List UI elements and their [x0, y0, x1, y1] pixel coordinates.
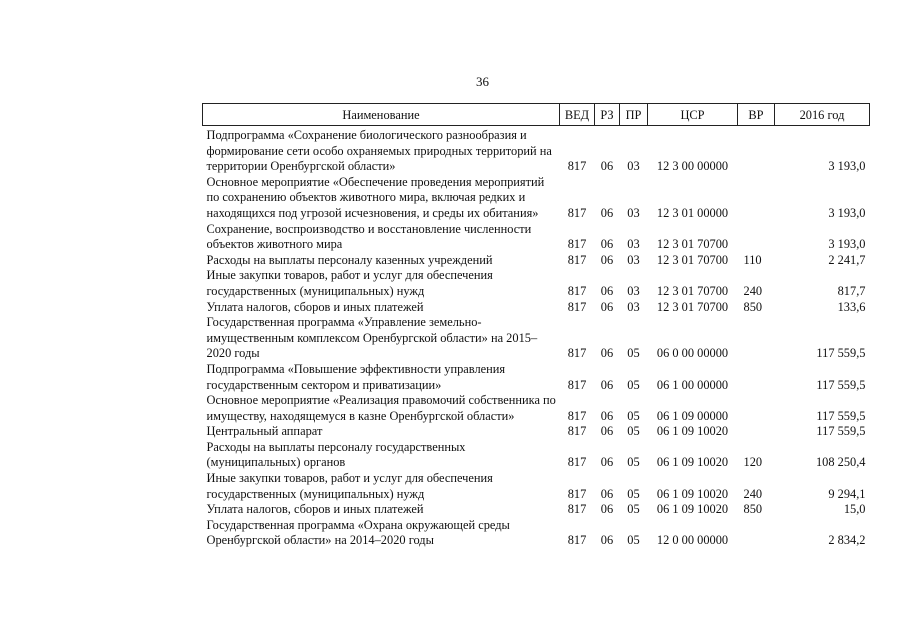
- cell-amount: 2 834,2: [828, 533, 866, 548]
- table-row: [203, 502, 870, 518]
- cell-name: Основное мероприятие «Реализация правомочий собственника по имуществу, находящемуся в казне Оренбургской области»: [206, 393, 556, 423]
- cell-csr: 12 3 00 00000: [656, 159, 729, 174]
- cell-pr: 05: [627, 377, 640, 392]
- cell-csr: 12 3 01 70700: [656, 252, 729, 267]
- table-row: [203, 126, 870, 175]
- cell-vr: [738, 222, 775, 253]
- cell-ved: 817: [567, 205, 587, 220]
- cell-vr: 850: [743, 299, 763, 314]
- cell-amount: 3 193,0: [828, 159, 866, 174]
- cell-amount: 133,6: [837, 299, 866, 314]
- cell-vr: 850: [743, 502, 763, 517]
- header-pr: ПР: [620, 104, 648, 126]
- cell-name: Государственная программа «Управление земельно-имущественным комплексом Оренбургской области» на 2015–2020 годы: [206, 315, 538, 361]
- cell-name: Сохранение, воспроизводство и восстановление численности объектов животного мира: [206, 221, 532, 252]
- cell-rz: 06: [600, 252, 614, 267]
- cell-name: Расходы на выплаты персоналу казенных учреждений: [206, 252, 493, 267]
- cell-name: Подпрограмма «Сохранение биологического разнообразия и формирование сети особо охраняемых природных территорий на территории Оренбургской области»: [206, 128, 552, 174]
- cell-amount: 117 559,5: [816, 424, 866, 439]
- budget-table: [202, 103, 870, 549]
- table-row: [203, 424, 870, 440]
- cell-rz: 06: [600, 408, 614, 423]
- header-rz: РЗ: [595, 104, 620, 126]
- cell-pr: 05: [627, 408, 640, 423]
- cell-pr: 03: [627, 159, 640, 174]
- cell-ved: 817: [567, 502, 587, 517]
- cell-ved: 817: [567, 533, 587, 548]
- cell-name: Иные закупки товаров, работ и услуг для обеспечения государственных (муниципальных) нужд: [206, 268, 493, 298]
- cell-vr: [738, 126, 775, 175]
- cell-csr: 12 3 01 70700: [656, 283, 729, 298]
- cell-pr: 05: [627, 486, 640, 501]
- table-row: [203, 222, 870, 253]
- cell-vr: [738, 424, 775, 440]
- cell-rz: 06: [600, 502, 614, 517]
- cell-pr: 05: [627, 502, 640, 517]
- cell-csr: 06 1 00 00000: [656, 377, 729, 392]
- cell-rz: 06: [600, 159, 614, 174]
- table-row: [203, 253, 870, 269]
- cell-name: Государственная программа «Охрана окружающей среды Оренбургской области» на 2014–2020 годы: [206, 517, 510, 548]
- table-row: [203, 268, 870, 299]
- cell-amount: 3 193,0: [828, 205, 866, 220]
- cell-pr: 03: [627, 283, 640, 298]
- cell-name: Подпрограмма «Повышение эффективности управления государственным сектором и приватизации»: [206, 361, 506, 392]
- table-body: [203, 126, 870, 550]
- cell-pr: 05: [627, 455, 640, 470]
- cell-vr: 120: [743, 455, 763, 470]
- cell-amount: 15,0: [843, 502, 866, 517]
- cell-csr: 06 1 09 10020: [656, 424, 729, 439]
- table-row: [203, 471, 870, 502]
- cell-pr: 03: [627, 252, 640, 267]
- cell-name: Центральный аппарат: [206, 424, 323, 439]
- cell-vr: [738, 315, 775, 362]
- cell-amount: 2 241,7: [828, 252, 866, 267]
- cell-rz: 06: [600, 486, 614, 501]
- cell-csr: 06 1 09 00000: [656, 408, 729, 423]
- table-row: [203, 300, 870, 316]
- cell-pr: 03: [627, 237, 640, 252]
- cell-name: Расходы на выплаты персоналу государственных (муниципальных) органов: [206, 439, 466, 470]
- header-vr: ВР: [738, 104, 775, 126]
- cell-csr: 06 1 09 10020: [656, 455, 729, 470]
- cell-vr: [738, 362, 775, 393]
- cell-ved: 817: [567, 283, 587, 298]
- cell-rz: 06: [600, 377, 614, 392]
- cell-csr: 12 3 01 70700: [656, 237, 729, 252]
- cell-pr: 03: [627, 299, 640, 314]
- table-row: [203, 175, 870, 222]
- cell-amount: 117 559,5: [816, 408, 866, 423]
- cell-vr: 110: [743, 252, 762, 267]
- cell-amount: 117 559,5: [816, 346, 866, 361]
- cell-rz: 06: [600, 283, 614, 298]
- cell-amount: 3 193,0: [828, 237, 866, 252]
- table-header-row: [203, 104, 870, 126]
- cell-ved: 817: [567, 377, 587, 392]
- cell-vr: [738, 518, 775, 549]
- cell-vr: 240: [743, 283, 763, 298]
- cell-pr: 05: [627, 424, 640, 439]
- cell-rz: 06: [600, 299, 614, 314]
- cell-name: Иные закупки товаров, работ и услуг для обеспечения государственных (муниципальных) нужд: [206, 471, 493, 501]
- cell-ved: 817: [567, 455, 587, 470]
- cell-amount: 117 559,5: [816, 377, 866, 392]
- table-row: [203, 440, 870, 471]
- cell-ved: 817: [567, 237, 587, 252]
- cell-rz: 06: [600, 346, 614, 361]
- cell-rz: 06: [600, 533, 614, 548]
- cell-ved: 817: [567, 424, 587, 439]
- cell-ved: 817: [567, 299, 587, 314]
- cell-csr: 06 0 00 00000: [656, 346, 729, 361]
- table-row: [203, 393, 870, 424]
- cell-ved: 817: [567, 408, 587, 423]
- cell-ved: 817: [567, 486, 587, 501]
- header-name: Наименование: [203, 104, 560, 126]
- cell-pr: 05: [627, 533, 640, 548]
- cell-amount: 817,7: [837, 283, 866, 298]
- cell-amount: 9 294,1: [828, 486, 866, 501]
- cell-vr: [738, 175, 775, 222]
- page-number: 36: [476, 74, 489, 89]
- cell-csr: 06 1 09 10020: [656, 502, 729, 517]
- header-amount: 2016 год: [775, 104, 870, 126]
- cell-amount: 108 250,4: [815, 455, 866, 470]
- cell-csr: 12 0 00 00000: [656, 533, 729, 548]
- cell-rz: 06: [600, 455, 614, 470]
- table-row: [203, 315, 870, 362]
- table-row: [203, 362, 870, 393]
- cell-rz: 06: [600, 237, 614, 252]
- cell-ved: 817: [567, 159, 587, 174]
- cell-csr: 06 1 09 10020: [656, 486, 729, 501]
- cell-name: Уплата налогов, сборов и иных платежей: [206, 299, 424, 314]
- cell-rz: 06: [600, 205, 614, 220]
- cell-rz: 06: [600, 424, 614, 439]
- cell-pr: 05: [627, 346, 640, 361]
- cell-name: Основное мероприятие «Обеспечение проведения мероприятий по сохранению объектов животного мира, включая редких и находящихся под угрозой исчезновения, и среды их обитания»: [206, 174, 545, 220]
- cell-vr: 240: [743, 486, 763, 501]
- cell-ved: 817: [567, 346, 587, 361]
- table-row: [203, 518, 870, 549]
- cell-ved: 817: [567, 252, 587, 267]
- cell-name: Уплата налогов, сборов и иных платежей: [206, 502, 424, 517]
- cell-vr: [738, 393, 775, 424]
- cell-pr: 03: [627, 205, 640, 220]
- header-csr: ЦСР: [648, 104, 738, 126]
- cell-csr: 12 3 01 70700: [656, 299, 729, 314]
- header-ved: ВЕД: [560, 104, 595, 126]
- cell-csr: 12 3 01 00000: [656, 205, 729, 220]
